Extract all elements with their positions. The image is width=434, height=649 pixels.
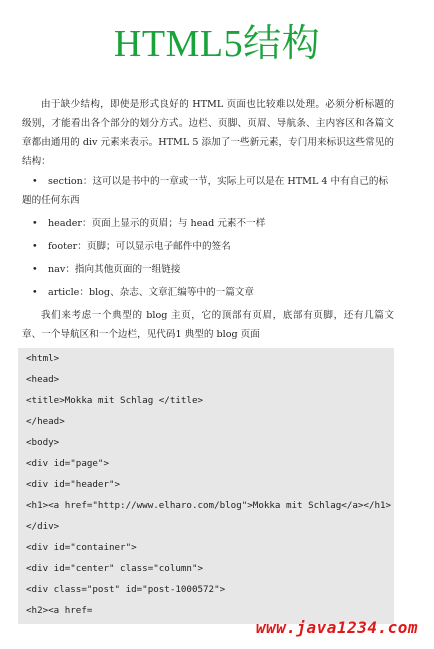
bullet-icon: • — [32, 176, 38, 187]
code-line: </div> — [26, 521, 60, 532]
list-item-nav — [22, 260, 394, 279]
page-title: HTML5结构 — [113, 23, 321, 65]
site-watermark: www.java1234.com — [255, 618, 418, 637]
structure-element-list — [22, 172, 394, 302]
code-line: <html> — [26, 353, 60, 364]
code-listing — [18, 348, 394, 624]
bullet-icon: • — [32, 264, 38, 275]
bullet-icon: • — [32, 287, 38, 298]
list-item-section — [22, 172, 394, 210]
list-item-text: footer：页脚；可以显示电子邮件中的签名 — [48, 241, 231, 252]
list-item-text: section：这可以是书中的一章或一节，实际上可以是在 HTML 4 中有自己的标题的任何东西 — [22, 176, 389, 206]
list-item-text: header：页面上显示的页眉；与 head 元素不一样 — [48, 218, 266, 229]
code-line: <title>Mokka mit Schlag </title> — [26, 395, 204, 406]
list-item-text: article：blog、杂志、文章汇编等中的一篇文章 — [48, 287, 254, 298]
code-line: </head> — [26, 416, 65, 427]
list-item-text: nav：指向其他页面的一组链接 — [48, 264, 181, 275]
example-paragraph: 我们来考虑一个典型的 blog 主页，它的顶部有页眉，底部有页脚，还有几篇文章、一个导航区和一个边栏，见代码1 典型的 blog 页面 — [22, 310, 394, 340]
intro-paragraph: 由于缺少结构，即使是形式良好的 HTML 页面也比较难以处理。必须分析标题的级别，才能看出各个部分的划分方式。边栏、页脚、页眉、导航条、主内容区和各篇文章都由通用的 div 元素来表示。HTML 5 添加了一些新元素，专门用来标识这些常见的结构： — [22, 99, 394, 167]
list-item-header — [22, 214, 394, 233]
list-item-article — [22, 283, 394, 302]
code-line: <body> — [26, 437, 60, 448]
code-line: <div class="post" id="post-1000572"> — [26, 584, 226, 595]
code-line: <h2><a href= — [26, 605, 93, 616]
code-line: <head> — [26, 374, 60, 385]
bullet-icon: • — [32, 241, 38, 252]
code-line: <div id="header"> — [26, 479, 121, 490]
code-line: <div id="container"> — [26, 542, 137, 553]
bullet-icon: • — [32, 218, 38, 229]
list-item-footer — [22, 237, 394, 256]
code-line: <div id="center" class="column"> — [26, 563, 204, 574]
code-line: <h1><a href="http://www.elharo.com/blog">Mokka mit Schlag</a></h1> — [26, 500, 392, 511]
article-body — [22, 95, 394, 344]
code-line: <div id="page"> — [26, 458, 109, 469]
